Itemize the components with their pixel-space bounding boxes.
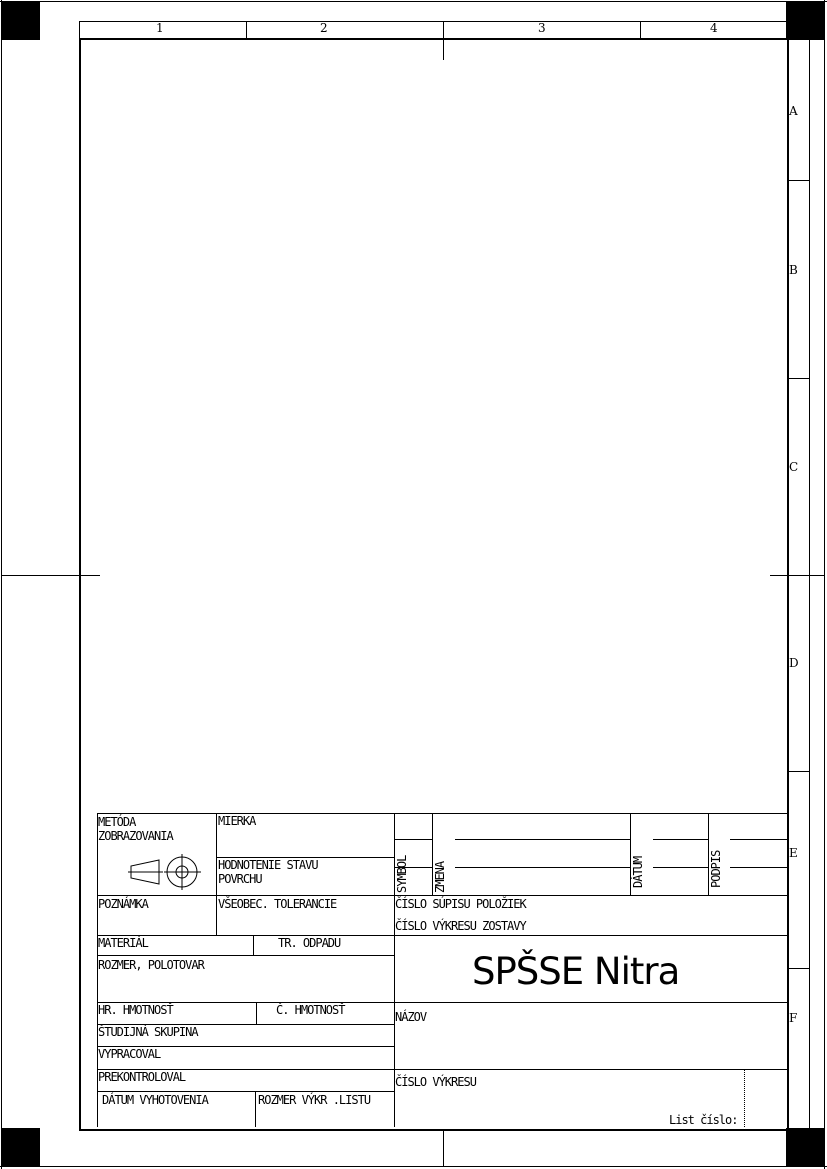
label-symbol: SYMBOL bbox=[395, 855, 409, 893]
school-name: SPŠSE Nitra bbox=[472, 950, 680, 993]
label-cislo-supisu: ČÍSLO SÚPISU POLOŽIEK bbox=[395, 897, 526, 911]
label-mierka: MIERKA bbox=[218, 814, 256, 828]
tb-h-1091 bbox=[97, 1091, 394, 1092]
label-hodnotenie-stavu: HODNOTENIE STAVU POVRCHU bbox=[218, 858, 318, 886]
label-tr-odpadu: TR. ODPADU bbox=[278, 936, 341, 950]
tb-top bbox=[97, 813, 787, 814]
outer-border-right bbox=[824, 0, 825, 1169]
label-rozmer-vykr-listu: ROZMER VÝKR .LISTU bbox=[258, 1093, 371, 1107]
tb-h-1002 bbox=[97, 1002, 787, 1003]
outer-border-left bbox=[1, 0, 2, 1169]
outer-border-top bbox=[0, 1, 827, 2]
row-label-f: F bbox=[789, 1011, 798, 1025]
label-podpis: PODPIS bbox=[709, 850, 723, 888]
column-strip-top bbox=[79, 21, 789, 22]
row-label-b: B bbox=[789, 263, 798, 277]
label-c-hmotnost: Č. HMOTNOSŤ bbox=[276, 1003, 345, 1017]
tb-v-datum-vyh bbox=[255, 1091, 256, 1127]
tb-v-metoda bbox=[216, 813, 217, 936]
column-label-4: 4 bbox=[710, 21, 718, 35]
corner-mark-bottom-left bbox=[2, 1128, 40, 1166]
chg-row-2d bbox=[730, 867, 787, 868]
tb-h-955 bbox=[97, 955, 394, 956]
column-label-1: 1 bbox=[156, 21, 164, 35]
chg-row-2b bbox=[455, 867, 630, 868]
label-nazov: NÁZOV bbox=[395, 1010, 427, 1024]
chg-row-2c bbox=[653, 867, 708, 868]
row-strip-right bbox=[809, 38, 810, 1128]
chg-row-1b bbox=[455, 839, 630, 840]
label-hr-hmotnost: HR. HMOTNOSŤ bbox=[98, 1003, 173, 1017]
row-label-c: C bbox=[789, 460, 799, 474]
label-material: MATERIÁL bbox=[98, 936, 148, 950]
label-datum: DÁTUM bbox=[631, 856, 645, 888]
tb-v-material bbox=[253, 935, 254, 955]
label-cislo-vykresu: ČÍSLO VÝKRESU bbox=[395, 1075, 476, 1089]
projection-method-icon bbox=[128, 853, 202, 891]
row-label-d: D bbox=[789, 656, 799, 670]
row-divider-4 bbox=[788, 771, 810, 772]
label-studijna-skupina: ŠTUDIJNÁ SKUPINA bbox=[98, 1025, 198, 1039]
chg-row-1a bbox=[395, 839, 432, 840]
corner-mark-top-right bbox=[786, 2, 824, 40]
column-label-3: 3 bbox=[538, 21, 546, 35]
tb-v-hmotnost bbox=[256, 1002, 257, 1024]
column-divider-1 bbox=[246, 21, 247, 38]
tb-v-list-cislo bbox=[744, 1069, 746, 1127]
row-divider-5 bbox=[788, 968, 810, 969]
label-metoda-zobrazovania: METÓDA ZOBRAZOVANIA bbox=[98, 815, 173, 843]
column-divider-2 bbox=[443, 21, 444, 38]
label-zmena: ZMENA bbox=[433, 861, 447, 893]
corner-mark-top-left bbox=[2, 2, 40, 40]
label-poznamka: POZNÁMKA bbox=[98, 897, 148, 911]
format-label: A4 bbox=[787, 1129, 803, 1143]
row-divider-2 bbox=[788, 378, 810, 379]
center-mark-bottom bbox=[443, 1129, 444, 1167]
label-vypracoval: VYPRACOVAL bbox=[98, 1047, 161, 1061]
label-vseobec-tolerancie: VŠEOBEC. TOLERANCIE bbox=[218, 897, 337, 911]
label-cislo-vykresu-zostavy: ČÍSLO VÝKRESU ZOSTAVY bbox=[395, 919, 526, 933]
label-list-cislo: List číslo: bbox=[669, 1113, 738, 1127]
tb-h-1069 bbox=[97, 1069, 787, 1070]
column-strip-left bbox=[79, 21, 80, 39]
row-label-a: A bbox=[789, 104, 798, 118]
tb-h-935 bbox=[97, 935, 787, 936]
tb-h-895 bbox=[97, 895, 787, 896]
label-prekontroloval: PREKONTROLOVAL bbox=[98, 1070, 186, 1084]
row-divider-1 bbox=[788, 180, 810, 181]
outer-border-bottom bbox=[0, 1166, 827, 1167]
row-divider-3 bbox=[788, 575, 810, 576]
column-divider-3 bbox=[640, 21, 641, 38]
row-label-e: E bbox=[789, 846, 798, 860]
column-label-2: 2 bbox=[320, 21, 328, 35]
chg-row-1c bbox=[653, 839, 708, 840]
label-rozmer-polotovar: ROZMER, POLOTOVAR bbox=[98, 958, 204, 972]
label-datum-vyhotovenia: DÁTUM VYHOTOVENIA bbox=[102, 1093, 208, 1107]
chg-row-1d bbox=[730, 839, 787, 840]
